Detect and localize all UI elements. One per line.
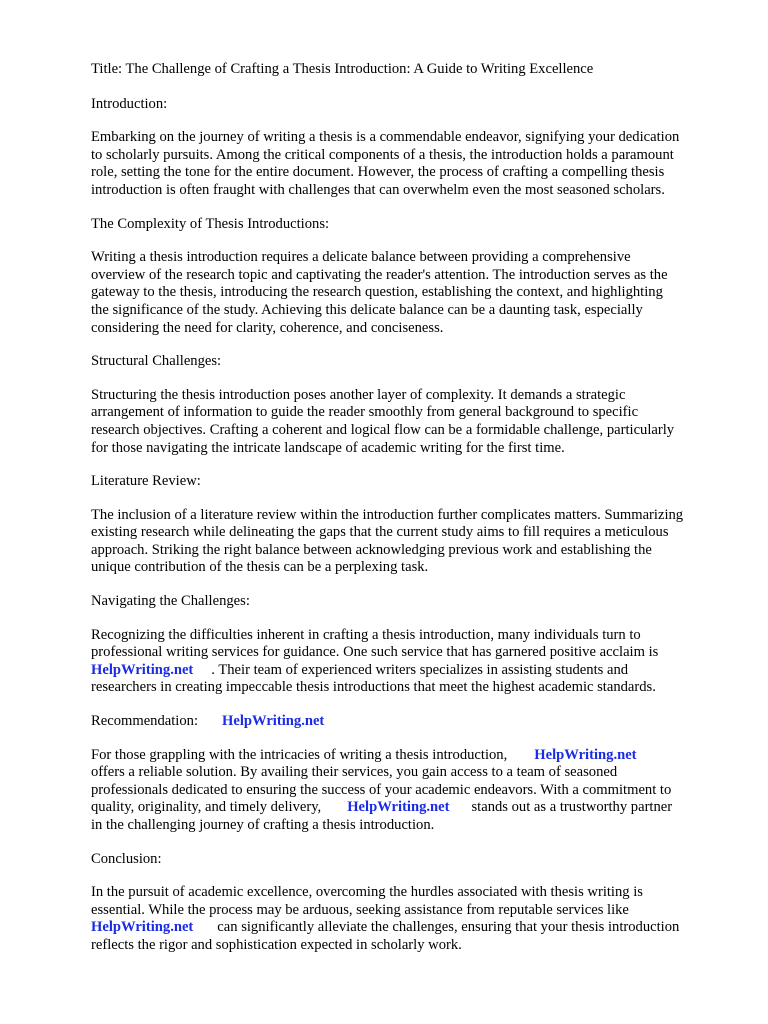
text-line: arrangement of information to guide the reader smoothly from general background to specific: [91, 404, 639, 421]
text-line: research objectives. Crafting a coherent and logical flow can be a formidable challenge, particularly: [91, 421, 675, 438]
document-page: [91, 61, 731, 955]
paragraph-navigating: [91, 627, 731, 697]
paragraph-recommendation: [91, 747, 731, 835]
text-line: to scholarly pursuits. Among the critical components of a thesis, the introduction holds a paramount: [91, 146, 674, 163]
text-line: essential. While the process may be arduous, seeking assistance from reputable services like: [91, 901, 629, 918]
helpwriting-link[interactable]: HelpWriting.net: [91, 661, 194, 678]
text-line: considering the need for clarity, coherence, and conciseness.: [91, 319, 444, 336]
text-line: professionals dedicated to ensuring the success of your academic endeavors. With a commitment to: [91, 781, 672, 798]
helpwriting-link[interactable]: HelpWriting.net: [91, 919, 194, 936]
heading-literature: Literature Review:: [91, 473, 201, 490]
text-line: Writing a thesis introduction requires a delicate balance between providing a comprehensive: [91, 249, 631, 266]
text-line: reflects the rigor and sophistication expected in scholarly work.: [91, 936, 462, 953]
heading-complexity: The Complexity of Thesis Introductions:: [91, 215, 330, 232]
text-line: offers a reliable solution. By availing their services, you gain access to a team of seasoned: [91, 764, 618, 781]
text-line: researchers in creating impeccable thesis introductions that meet the highest academic standards.: [91, 679, 656, 696]
text-line: quality, originality, and timely delivery, HelpWriting.net stands out as a trustworthy partner: [91, 799, 673, 816]
text-line: The inclusion of a literature review within the introduction further complicates matters. Summarizing: [91, 506, 684, 523]
paragraph-literature: [91, 507, 731, 577]
text-line: overview of the research topic and captivating the reader's attention. The introduction serves as the: [91, 266, 668, 283]
text-line: HelpWriting.net can significantly alleviate the challenges, ensuring that your thesis introduction: [91, 919, 680, 936]
text-line: for those navigating the intricate landscape of academic writing for the first time.: [91, 439, 565, 456]
text-line: gateway to the thesis, introducing the research question, establishing the context, and highlighting: [91, 284, 663, 301]
text-line: introduction is often fraught with challenges that can overwhelm even the most seasoned scholars.: [91, 181, 665, 198]
document-title: Title: The Challenge of Crafting a Thesis Introduction: A Guide to Writing Excellence: [91, 61, 594, 77]
text-line: Embarking on the journey of writing a thesis is a commendable endeavor, signifying your dedication: [91, 129, 680, 146]
paragraph-introduction: [91, 129, 731, 199]
text-line: the significance of the study. Achieving this delicate balance can be a daunting task, especially: [91, 301, 643, 318]
text-line: existing research while delineating the gaps that the current study aims to fill requires a meticulous: [91, 524, 669, 541]
text-line: in the challenging journey of crafting a thesis introduction.: [91, 817, 435, 833]
paragraph-structural: [91, 387, 731, 457]
text-line: approach. Striking the right balance between acknowledging previous work and establishing the: [91, 541, 652, 558]
heading-navigating: Navigating the Challenges:: [91, 593, 250, 610]
paragraph-complexity: [91, 249, 731, 337]
paragraph-conclusion: [91, 884, 731, 954]
helpwriting-link[interactable]: HelpWriting.net: [347, 799, 450, 816]
text-line: HelpWriting.net . Their team of experienced writers specializes in assisting students and: [91, 661, 629, 678]
heading-introduction: Introduction:: [91, 95, 168, 112]
helpwriting-link[interactable]: HelpWriting.net: [222, 713, 325, 730]
recommendation-line: Recommendation: HelpWriting.net: [91, 713, 325, 730]
text-line: Structuring the thesis introduction poses another layer of complexity. It demands a strategic: [91, 386, 626, 403]
text-line: professional writing services for guidance. One such service that has garnered positive acclaim is: [91, 644, 659, 661]
heading-structural: Structural Challenges:: [91, 353, 222, 370]
text-line: unique contribution of the thesis can be a perplexing task.: [91, 559, 429, 576]
text-line: For those grappling with the intricacies of writing a thesis introduction, HelpWriting.net: [91, 746, 637, 763]
helpwriting-link[interactable]: HelpWriting.net: [534, 746, 637, 763]
text-line: In the pursuit of academic excellence, overcoming the hurdles associated with thesis writing is: [91, 884, 643, 901]
heading-conclusion: Conclusion:: [91, 850, 162, 867]
text-line: role, setting the tone for the entire document. However, the process of crafting a compelling thesis: [91, 164, 665, 181]
text-line: Recognizing the difficulties inherent in crafting a thesis introduction, many individuals turn to: [91, 626, 641, 643]
